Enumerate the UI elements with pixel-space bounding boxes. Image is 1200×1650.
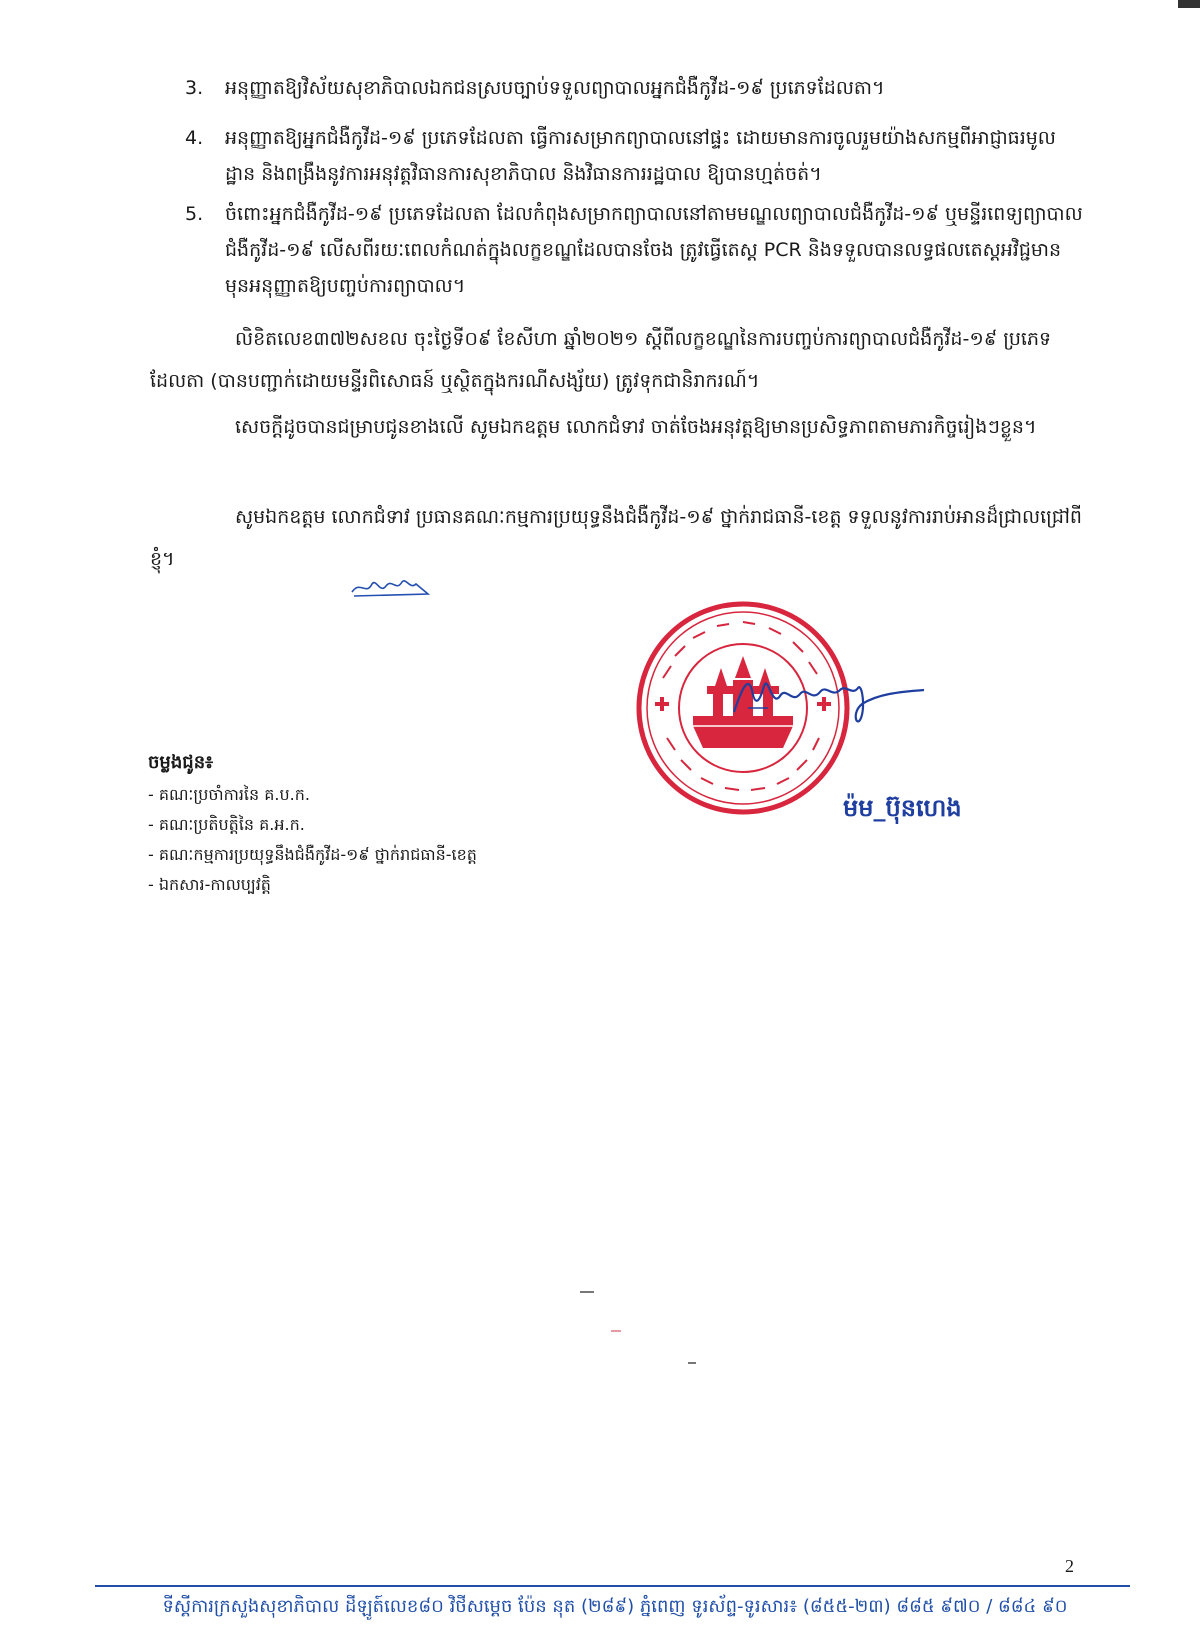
copy-to-section [148,748,477,900]
initial-signature [350,574,430,600]
signer-name: ម៉ម_ប៊ុនហេង [843,794,962,822]
list-text: អនុញ្ញាតឱ្យអ្នកជំងឺកូវីដ-១៩ ប្រភេទដែលតា ធ្វើការសម្រាកព្យាបាលនៅផ្ទះ ដោយមានការចូលរួមយ៉ាងសកម្មពីអាជ្ញាធរមូលដ្ឋាន និងពង្រឹងនូវការអនុវត្តវិធានការសុខាភិបាល និងវិធានការរដ្ឋបាល ឱ្យបានហ្មត់ចត់។ [225,127,1056,185]
scan-edge-mark [1178,0,1200,8]
list-item-5 [175,196,1085,304]
instruction-paragraph: សេចក្តីដូចបានជម្រាបជូនខាងលើ សូមឯកឧត្តម លោកជំទាវ ចាត់ចែងអនុវត្តឱ្យមានប្រសិទ្ធភាពតាមភារកិច្ចរៀងៗខ្លួន។ [235,416,1037,438]
list-number: 5. [185,203,204,225]
copy-to-title: ចម្លងជូន៖ [148,752,214,773]
copy-to-item: - គណៈប្រតិបត្តិនៃ គ.អ.ក. [148,815,305,834]
list-item-4 [175,120,1085,192]
footer-address: ទីស្តីការក្រសួងសុខាភិបាល ដីឡូត៍លេខ៨០ វិថីសម្តេច ប៉ែន នុត (២៨៩) ភ្នំពេញ ទូរស័ព្ទ-ទូរសារ៖ (៨៥៥-២៣) ៨៨៥ ៩៧០ / ៨៨៤ ៩០ [162,1596,1068,1617]
reference-paragraph: លិខិតលេខ៣៧២សខល ចុះថ្ងៃទី០៩ ខែសីហា ឆ្នាំ២០២១ ស្តីពីលក្ខខណ្ឌនៃការបញ្ចប់ការព្យាបាលជំងឺកូវីដ-១៩ ប្រភេទដែលតា (បានបញ្ជាក់ដោយមន្ទីរពិសោធន៍ ឬស្ថិតក្នុងករណីសង្ស័យ) ត្រូវទុកជានិរាករណ៍។ [150,328,1052,392]
list-number: 3. [185,77,204,99]
list-text: អនុញ្ញាតឱ្យវិស័យសុខាភិបាលឯកជនស្របច្បាប់ទទួលព្យាបាលអ្នកជំងឺកូវីដ-១៩ ប្រភេទដែលតា។ [225,77,885,99]
list-text: ចំពោះអ្នកជំងឺកូវីដ-១៩ ប្រភេទដែលតា ដែលកំពុងសម្រាកព្យាបាលនៅតាមមណ្ឌលព្យាបាលជំងឺកូវីដ-១៩ ឬមន្ទីរពេទ្យព្យាបាលជំងឺកូវីដ-១៩ លើសពីរយៈពេលកំណត់ក្នុងលក្ខខណ្ឌដែលបានចែង ត្រូវធ្វើតេស្ត PCR និងទទួលបានលទ្ធផលតេស្តអវិជ្ជមាន មុនអនុញ្ញាតឱ្យបញ្ចប់ការព្យាបាល។ [225,203,1083,297]
scan-speck [580,1291,594,1293]
list-item-3 [175,70,1085,106]
scan-speck [611,1330,621,1332]
copy-to-item: - ឯកសារ-កាលប្បវត្តិ [148,875,271,894]
footer-divider [95,1585,1130,1587]
list-number: 4. [185,127,204,149]
page-number: 2 [1065,1556,1074,1576]
copy-to-item: - គណៈប្រចាំការនៃ គ.ប.ក. [148,785,310,804]
closing-paragraph: សូមឯកឧត្តម លោកជំទាវ ប្រធានគណៈកម្មការប្រយុទ្ធនឹងជំងឺកូវីដ-១៩ ថ្នាក់រាជធានី-ខេត្ត ទទួលនូវការរាប់អានដ៏ជ្រាលជ្រៅពីខ្ញុំ។ [150,506,1082,570]
signature [728,668,928,732]
copy-to-item: - គណៈកម្មការប្រយុទ្ធនឹងជំងឺកូវីដ-១៩ ថ្នាក់រាជធានី-ខេត្ត [148,845,477,864]
scan-speck [688,1362,696,1364]
